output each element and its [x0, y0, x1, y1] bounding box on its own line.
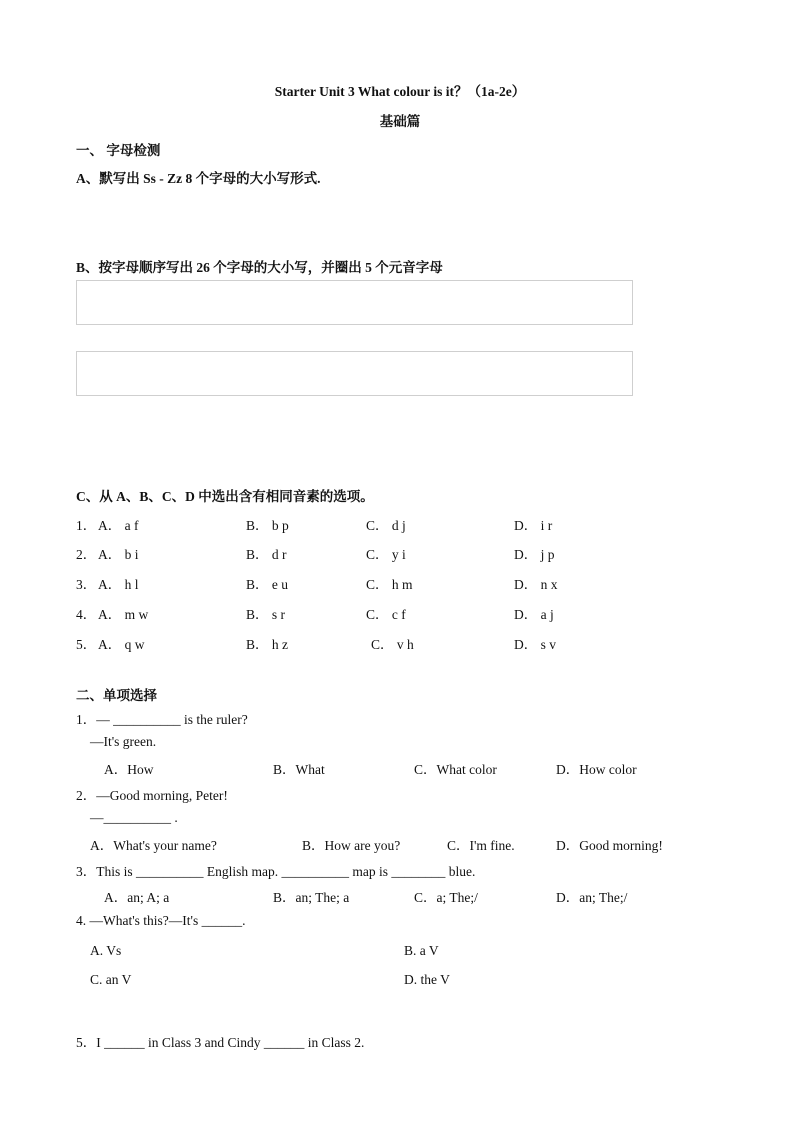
answer-box-1[interactable] [76, 280, 633, 325]
q1-option-d: D．How color [556, 762, 637, 777]
section1-heading: 一、 字母检测 [76, 143, 161, 158]
q1-option-b: B．What [273, 762, 325, 777]
document-title: Starter Unit 3 What colour is it？（1a-2e） [274, 84, 526, 99]
q3-option-d: D．an; The;/ [556, 890, 628, 905]
q4-option-a: A. Vs [90, 943, 122, 958]
q1-option-a: A．How [104, 762, 154, 777]
q4-stem: 4. —What's this?—It's ______. [76, 913, 246, 928]
part-a-instruction: A、默写出 Ss - Zz 8 个字母的大小写形式. [76, 171, 321, 186]
part-c-instruction: C、从 A、B、C、D 中选出含有相同音素的选项。 [76, 489, 374, 504]
section2-heading: 二、单项选择 [76, 688, 157, 703]
part-c-q4-option-a: A． m w [98, 607, 149, 622]
part-c-q5-option-a: A． q w [98, 637, 145, 652]
part-c-q5-option-c: C． v h [371, 637, 414, 652]
part-c-q5-number: 5． [76, 637, 97, 652]
q3-option-a: A．an; A; a [104, 890, 170, 905]
q3-option-b: B．an; The; a [273, 890, 350, 905]
answer-box-2[interactable] [76, 351, 633, 396]
part-c-q3-number: 3． [76, 577, 97, 592]
part-c-q4-number: 4． [76, 607, 97, 622]
q3-stem: 3．This is __________ English map. __________ map is ________ blue. [76, 864, 476, 879]
part-c-q2-option-b: B． d r [246, 547, 287, 562]
part-c-q1-number: 1． [76, 518, 97, 533]
document-subtitle: 基础篇 [379, 114, 421, 129]
part-c-q2-option-d: D． j p [514, 547, 555, 562]
q1-option-c: C．What color [414, 762, 497, 777]
q2-reply: —__________ . [90, 810, 178, 825]
q4-option-c: C. an V [90, 972, 132, 987]
part-c-q1-option-d: D． i r [514, 518, 553, 533]
q1-reply: —It's green. [90, 734, 157, 749]
part-c-q4-option-c: C． c f [366, 607, 406, 622]
q5-stem: 5．I ______ in Class 3 and Cindy ______ in Class 2. [76, 1035, 365, 1050]
part-c-q1-option-b: B． b p [246, 518, 289, 533]
q4-option-d: D. the V [404, 972, 450, 987]
q2-option-b: B．How are you? [302, 838, 401, 853]
part-c-q1-option-c: C． d j [366, 518, 406, 533]
part-c-q2-option-a: A． b i [98, 547, 139, 562]
part-c-q4-option-d: D． a j [514, 607, 554, 622]
q2-option-c: C．I'm fine. [447, 838, 515, 853]
part-c-q5-option-b: B． h z [246, 637, 288, 652]
q4-option-b: B. a V [404, 943, 439, 958]
part-c-q3-option-a: A． h l [98, 577, 139, 592]
q2-option-a: A．What's your name? [90, 838, 217, 853]
part-c-q3-option-c: C． h m [366, 577, 413, 592]
part-c-q3-option-b: B． e u [246, 577, 288, 592]
q3-option-c: C．a; The;/ [414, 890, 478, 905]
part-c-q3-option-d: D． n x [514, 577, 558, 592]
part-b-instruction: B、按字母顺序写出 26 个字母的大小写，并圈出 5 个元音字母 [76, 260, 443, 275]
q2-stem: 2．—Good morning, Peter! [76, 788, 228, 803]
q1-stem: 1．— __________ is the ruler? [76, 712, 248, 727]
part-c-q2-number: 2． [76, 547, 97, 562]
part-c-q1-option-a: A． a f [98, 518, 139, 533]
part-c-q5-option-d: D． s v [514, 637, 557, 652]
part-c-q4-option-b: B． s r [246, 607, 286, 622]
q2-option-d: D．Good morning! [556, 838, 663, 853]
part-c-q2-option-c: C． y i [366, 547, 406, 562]
